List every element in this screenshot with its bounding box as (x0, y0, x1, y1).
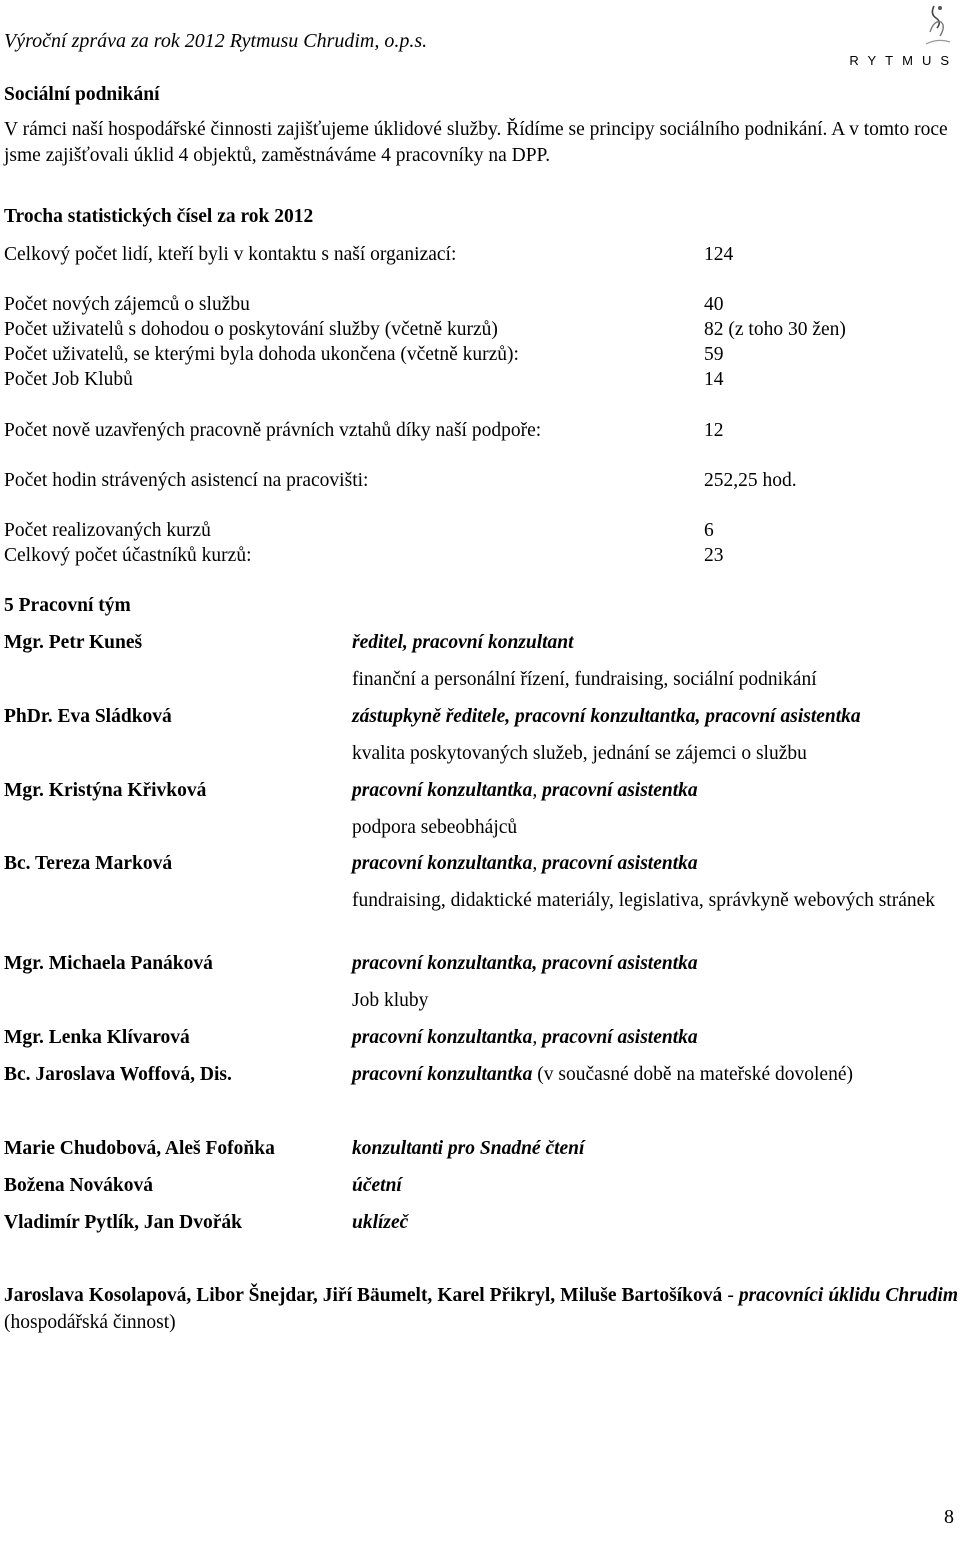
stat-label: Celkový počet účastníků kurzů: (4, 545, 252, 566)
team-member-duty: Job kluby (352, 990, 429, 1011)
role-part: pracovní asistentka (537, 853, 698, 874)
cleaning-staff-names: Jaroslava Kosolapová, Libor Šnejdar, Jiří Bäumelt, Karel Přikryl, Miluše Bartošíková (4, 1285, 723, 1306)
role-part: pracovní asistentka (537, 1027, 698, 1048)
stat-label: Počet nově uzavřených pracovně právních vztahů díky naší podpoře: (4, 420, 542, 441)
stat-value: 82 (z toho 30 žen) (704, 319, 846, 340)
cleaning-separator: - (722, 1285, 739, 1306)
team-member-role (352, 1027, 698, 1049)
stat-label: Počet Job Klubů (4, 369, 133, 390)
staff-role: uklízeč (352, 1212, 409, 1233)
team-member-duty: fundraising, didaktické materiály, legislativa, správkyně webových stránek (352, 890, 936, 911)
team-member-role: zástupkyně ředitele, pracovní konzultantka, pracovní asistentka (352, 706, 861, 727)
team-member-name: Mgr. Petr Kuneš (4, 632, 143, 653)
stat-label: Počet realizovaných kurzů (4, 520, 211, 541)
team-member-duty: podpora sebeobhájců (352, 817, 518, 838)
rytmus-logo-text: RYTMUS (849, 53, 958, 68)
team-member-role (352, 780, 698, 802)
social-heading: Sociální podnikání (4, 84, 160, 105)
team-member-name: Mgr. Lenka Klívarová (4, 1027, 190, 1048)
rytmus-logo (846, 2, 958, 68)
stat-label: Počet hodin strávených asistencí na pracovišti: (4, 470, 369, 491)
stat-value: 40 (704, 294, 724, 315)
team-member-role (352, 853, 698, 875)
stat-value: 252,25 hod. (704, 470, 797, 491)
team-member-duty: finanční a personální řízení, fundraising, sociální podnikání (352, 669, 817, 690)
role-part: pracovní asistentka (537, 780, 698, 801)
cleaning-staff-note: (hospodářská činnost) (4, 1312, 176, 1333)
role-separator: , (532, 853, 538, 874)
team-member-name: Mgr. Michaela Panáková (4, 953, 213, 974)
staff-name: Božena Nováková (4, 1175, 153, 1196)
role-part: pracovní konzultantka (352, 1027, 533, 1048)
role-separator: , (532, 780, 538, 801)
stat-value: 59 (704, 344, 724, 365)
role-separator: , (532, 1027, 538, 1048)
stat-label: Počet nových zájemců o službu (4, 294, 250, 315)
role-note: (v současné době na mateřské dovolené) (532, 1064, 853, 1085)
social-paragraph: V rámci naší hospodářské činnosti zajišťujeme úklidové služby. Řídíme se principy sociálního podnikání. A v tomto roce jsme zajišťovali úklid 4 objektů, zaměstnáváme 4 pracovníky na DPP. (4, 119, 948, 166)
staff-name: Marie Chudobová, Aleš Fofoňka (4, 1138, 275, 1159)
stat-value: 124 (704, 244, 734, 265)
team-member-name: PhDr. Eva Sládková (4, 706, 172, 727)
staff-role: konzultanti pro Snadné čtení (352, 1138, 585, 1159)
role-part: pracovní konzultantka (352, 780, 533, 801)
staff-role: účetní (352, 1175, 402, 1196)
stats-heading: Trocha statistických čísel za rok 2012 (4, 206, 314, 227)
team-member-role: ředitel, pracovní konzultant (352, 632, 574, 653)
team-heading: 5 Pracovní tým (4, 595, 131, 616)
role-part: pracovní konzultantka (352, 853, 533, 874)
stat-label: Počet uživatelů, se kterými byla dohoda ukončena (včetně kurzů): (4, 344, 519, 365)
stat-label: Počet uživatelů s dohodou o poskytování služby (včetně kurzů) (4, 319, 498, 340)
page-number: 8 (944, 1506, 954, 1528)
cleaning-staff-role: pracovníci úklidu Chrudim (738, 1285, 958, 1306)
role-part: pracovní konzultantka (352, 1064, 533, 1085)
stat-value: 14 (704, 369, 724, 390)
stat-value: 23 (704, 545, 724, 566)
team-member-name: Mgr. Kristýna Křivková (4, 780, 207, 801)
rytmus-logo-figure-icon (846, 2, 958, 52)
team-member-role (352, 1064, 853, 1086)
team-member-role: pracovní konzultantka, pracovní asistentka (352, 953, 698, 974)
report-header-title: Výroční zpráva za rok 2012 Rytmusu Chrudim, o.p.s. (4, 30, 428, 52)
team-member-name: Bc. Tereza Marková (4, 853, 173, 874)
stat-value: 12 (704, 420, 724, 441)
staff-name: Vladimír Pytlík, Jan Dvořák (4, 1212, 242, 1233)
stat-label: Celkový počet lidí, kteří byli v kontaktu s naší organizací: (4, 244, 457, 265)
team-member-name: Bc. Jaroslava Woffová, Dis. (4, 1064, 232, 1085)
team-member-duty: kvalita poskytovaných služeb, jednání se zájemci o službu (352, 743, 807, 764)
stat-value: 6 (704, 520, 714, 541)
cleaning-staff-paragraph (4, 1282, 958, 1336)
